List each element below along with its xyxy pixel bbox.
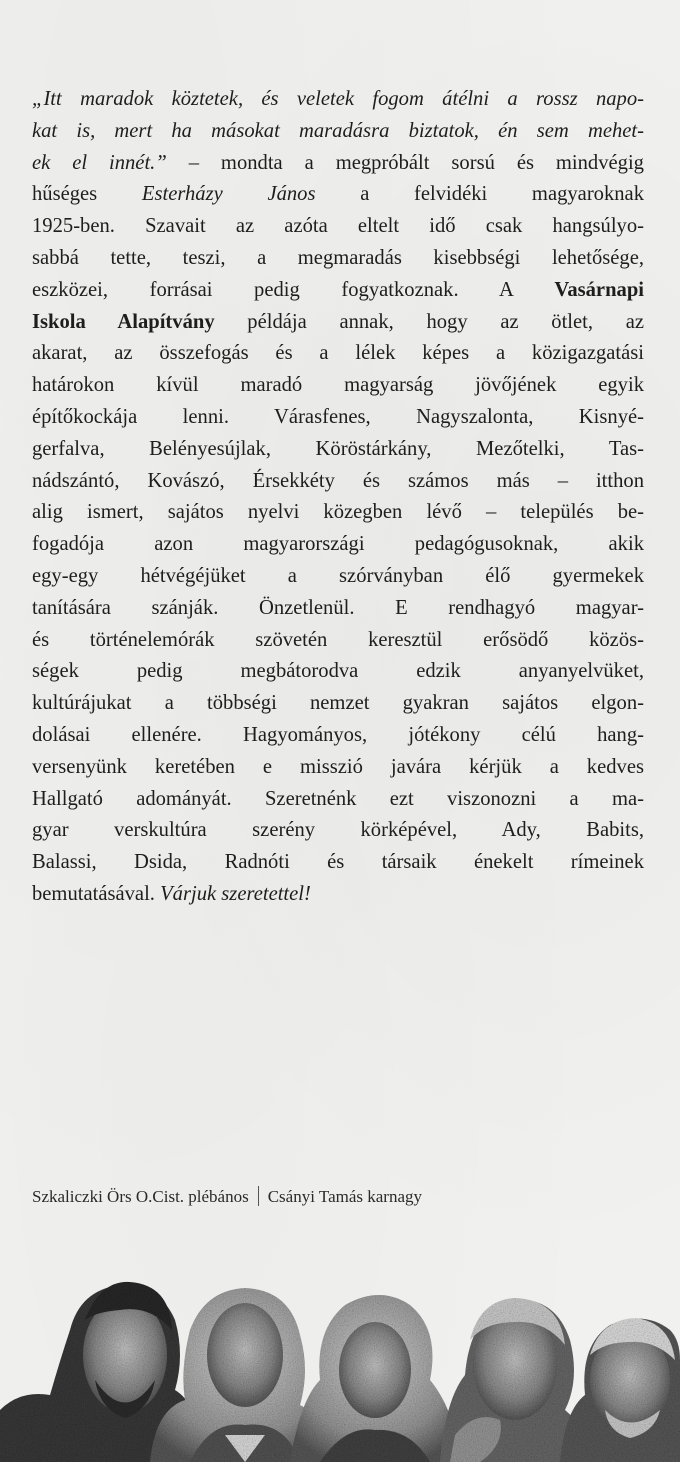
text-line: bemutatásával. Várjuk szeretettel! (32, 882, 311, 905)
text-line: határokon kívül maradó magyarság jövőjének egyik (32, 374, 644, 397)
text-line: alig ismert, sajátos nyelvi közegben lévő – település be- (32, 501, 644, 524)
portrait-5-icon (560, 1318, 680, 1462)
text-line: kat is, mert ha másokat maradásra biztatok, én sem mehet- (32, 119, 644, 142)
text-line: „Itt maradok köztetek, és veletek fogom átélni a rossz napo- (32, 88, 644, 110)
text-line: sabbá tette, teszi, a megmaradás kisebbségi lehetősége, (32, 246, 644, 269)
text-line: tanítására szánják. Önzetlenül. E rendhagyó magyar- (32, 596, 644, 619)
body-text (32, 84, 644, 911)
text-line: gerfalva, Belényesújlak, Köröstárkány, Mezőtelki, Tas- (32, 437, 644, 460)
signature-priest: Szkaliczki Örs O.Cist. plébános (32, 1187, 249, 1206)
signature-choirmaster: Csányi Tamás karnagy (267, 1187, 423, 1206)
text-line: Hallgató adományát. Szeretnénk ezt viszonozni a ma- (32, 787, 644, 810)
composer-portraits (0, 1260, 680, 1462)
text-line: ségek pedig megbátorodva edzik anyanyelvüket, (32, 660, 644, 683)
text-line: 1925-ben. Szavait az azóta eltelt idő csak hangsúlyo- (32, 215, 644, 238)
text-line: ek el innét.” – mondta a megpróbált sorsú és mindvégig (32, 151, 644, 174)
text-line: versenyünk keretében e misszió javára kérjük a kedves (32, 755, 644, 778)
text-line: fogadója azon magyarországi pedagógusoknak, akik (32, 533, 644, 556)
text-line: Iskola Alapítvány példája annak, hogy az ötlet, az (32, 310, 645, 333)
text-line: gyar verskultúra szerény körképével, Ady, Babits, (32, 819, 644, 842)
text-line: egy-egy hétvégéjüket a szórványban élő gyermekek (32, 564, 644, 587)
text-line: hűséges Esterházy János a felvidéki magyaroknak (32, 183, 644, 206)
text-line: és történelemórák szövetén keresztül erősödő közös- (32, 628, 644, 651)
text-line: Balassi, Dsida, Radnóti és társaik énekelt rímeinek (32, 851, 644, 874)
signature-line (32, 1186, 422, 1207)
separator (258, 1186, 259, 1206)
text-line: akarat, az összefogás és a lélek képes a közigazgatási (32, 342, 644, 365)
portrait-3-icon (290, 1295, 460, 1462)
text-line: eszközei, forrásai pedig fogyatkoznak. A Vasárnapi (32, 278, 644, 301)
text-line: dolásai ellenére. Hagyományos, jótékony célú hang- (32, 723, 644, 746)
text-line: nádszántó, Kovászó, Érsekkéty és számos más – itthon (32, 469, 644, 492)
text-line: kultúrájukat a többségi nemzet gyakran sajátos elgon- (32, 692, 644, 715)
text-line: építőkockája lenni. Várasfenes, Nagyszalonta, Kisnyé- (32, 405, 644, 428)
